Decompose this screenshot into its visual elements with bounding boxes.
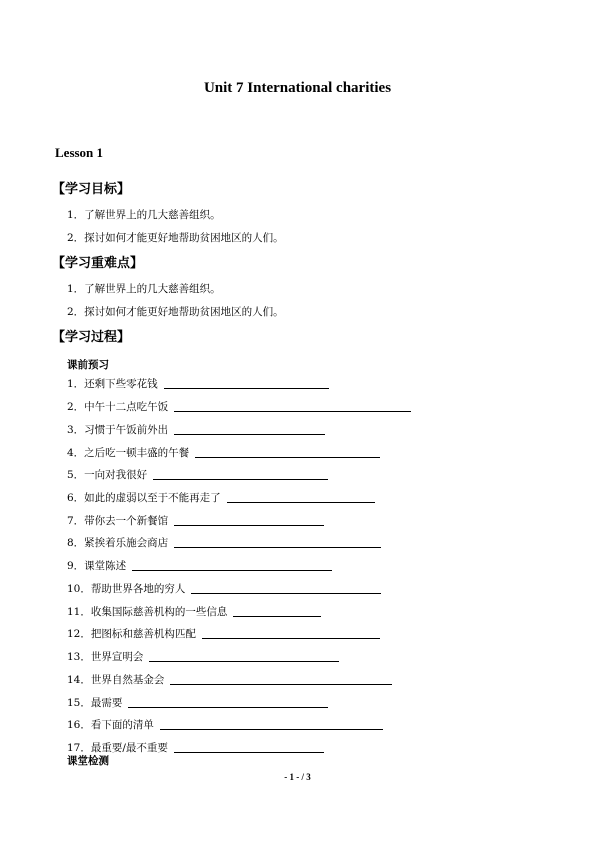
- preview-title: 课前预习: [67, 359, 109, 371]
- exercise-label: 13．世界宣明会: [67, 651, 144, 663]
- exercise-row: [67, 398, 411, 414]
- objective-item: 2．探讨如何才能更好地帮助贫困地区的人们。: [67, 232, 284, 244]
- exercise-label: 12．把图标和慈善机构匹配: [67, 628, 196, 640]
- exercise-label: 5．一向对我很好: [67, 469, 148, 481]
- exercise-label: 14．世界自然基金会: [67, 674, 165, 686]
- key-points-heading: 【学习重难点】: [52, 256, 144, 271]
- exercise-row: [67, 557, 332, 573]
- answer-blank[interactable]: [170, 684, 392, 685]
- exercise-row: [67, 716, 383, 732]
- exercise-label: 3．习惯于午饭前外出: [67, 424, 169, 436]
- exercise-label: 10．帮助世界各地的穷人: [67, 583, 186, 595]
- answer-blank[interactable]: [164, 388, 329, 389]
- exercise-label: 15．最需要: [67, 697, 123, 709]
- exercise-label: 4．之后吃一顿丰盛的午餐: [67, 447, 190, 459]
- check-title: 课堂检测: [67, 755, 109, 767]
- exercise-row: [67, 375, 329, 391]
- objectives-heading: 【学习目标】: [52, 182, 131, 197]
- answer-blank[interactable]: [153, 479, 328, 480]
- exercise-label: 11．收集国际慈善机构的一些信息: [67, 606, 228, 618]
- exercise-row: [67, 625, 380, 641]
- exercise-label: 17．最重要/最不重要: [67, 742, 168, 754]
- exercise-row: [67, 648, 339, 664]
- exercise-row: [67, 466, 328, 482]
- process-heading: 【学习过程】: [52, 330, 131, 345]
- exercise-row: [67, 694, 328, 710]
- exercise-row: [67, 603, 321, 619]
- answer-blank[interactable]: [191, 593, 381, 594]
- answer-blank[interactable]: [174, 411, 411, 412]
- exercise-label: 7．带你去一个新餐馆: [67, 515, 169, 527]
- answer-blank[interactable]: [174, 525, 324, 526]
- exercise-label: 8．紧挨着乐施会商店: [67, 537, 169, 549]
- exercise-label: 9．课堂陈述: [67, 560, 127, 572]
- exercise-label: 2．中午十二点吃午饭: [67, 401, 169, 413]
- exercise-row: [67, 421, 325, 437]
- key-point-item: 2．探讨如何才能更好地帮助贫困地区的人们。: [67, 306, 284, 318]
- answer-blank[interactable]: [174, 434, 325, 435]
- answer-blank[interactable]: [174, 547, 381, 548]
- objective-item: 1．了解世界上的几大慈善组织。: [67, 209, 221, 221]
- page-number: - 1 - / 3: [284, 772, 311, 782]
- answer-blank[interactable]: [160, 729, 383, 730]
- exercise-label: 6．如此的虚弱以至于不能再走了: [67, 492, 221, 504]
- answer-blank[interactable]: [195, 457, 380, 458]
- answer-blank[interactable]: [174, 752, 324, 753]
- exercise-row: [67, 444, 380, 460]
- answer-blank[interactable]: [149, 661, 339, 662]
- key-point-item: 1．了解世界上的几大慈善组织。: [67, 283, 221, 295]
- answer-blank[interactable]: [227, 502, 375, 503]
- lesson-title: Lesson 1: [55, 145, 104, 160]
- exercise-label: 1．还剩下些零花钱: [67, 378, 158, 390]
- answer-blank[interactable]: [233, 616, 321, 617]
- exercise-label: 16．看下面的清单: [67, 719, 154, 731]
- document-title: Unit 7 International charities: [203, 80, 392, 96]
- answer-blank[interactable]: [202, 638, 380, 639]
- exercise-row: [67, 580, 381, 596]
- exercise-row: [67, 512, 324, 528]
- answer-blank[interactable]: [132, 570, 332, 571]
- exercise-row: [67, 534, 381, 550]
- exercise-row: [67, 671, 392, 687]
- answer-blank[interactable]: [128, 707, 328, 708]
- exercise-row: [67, 489, 375, 505]
